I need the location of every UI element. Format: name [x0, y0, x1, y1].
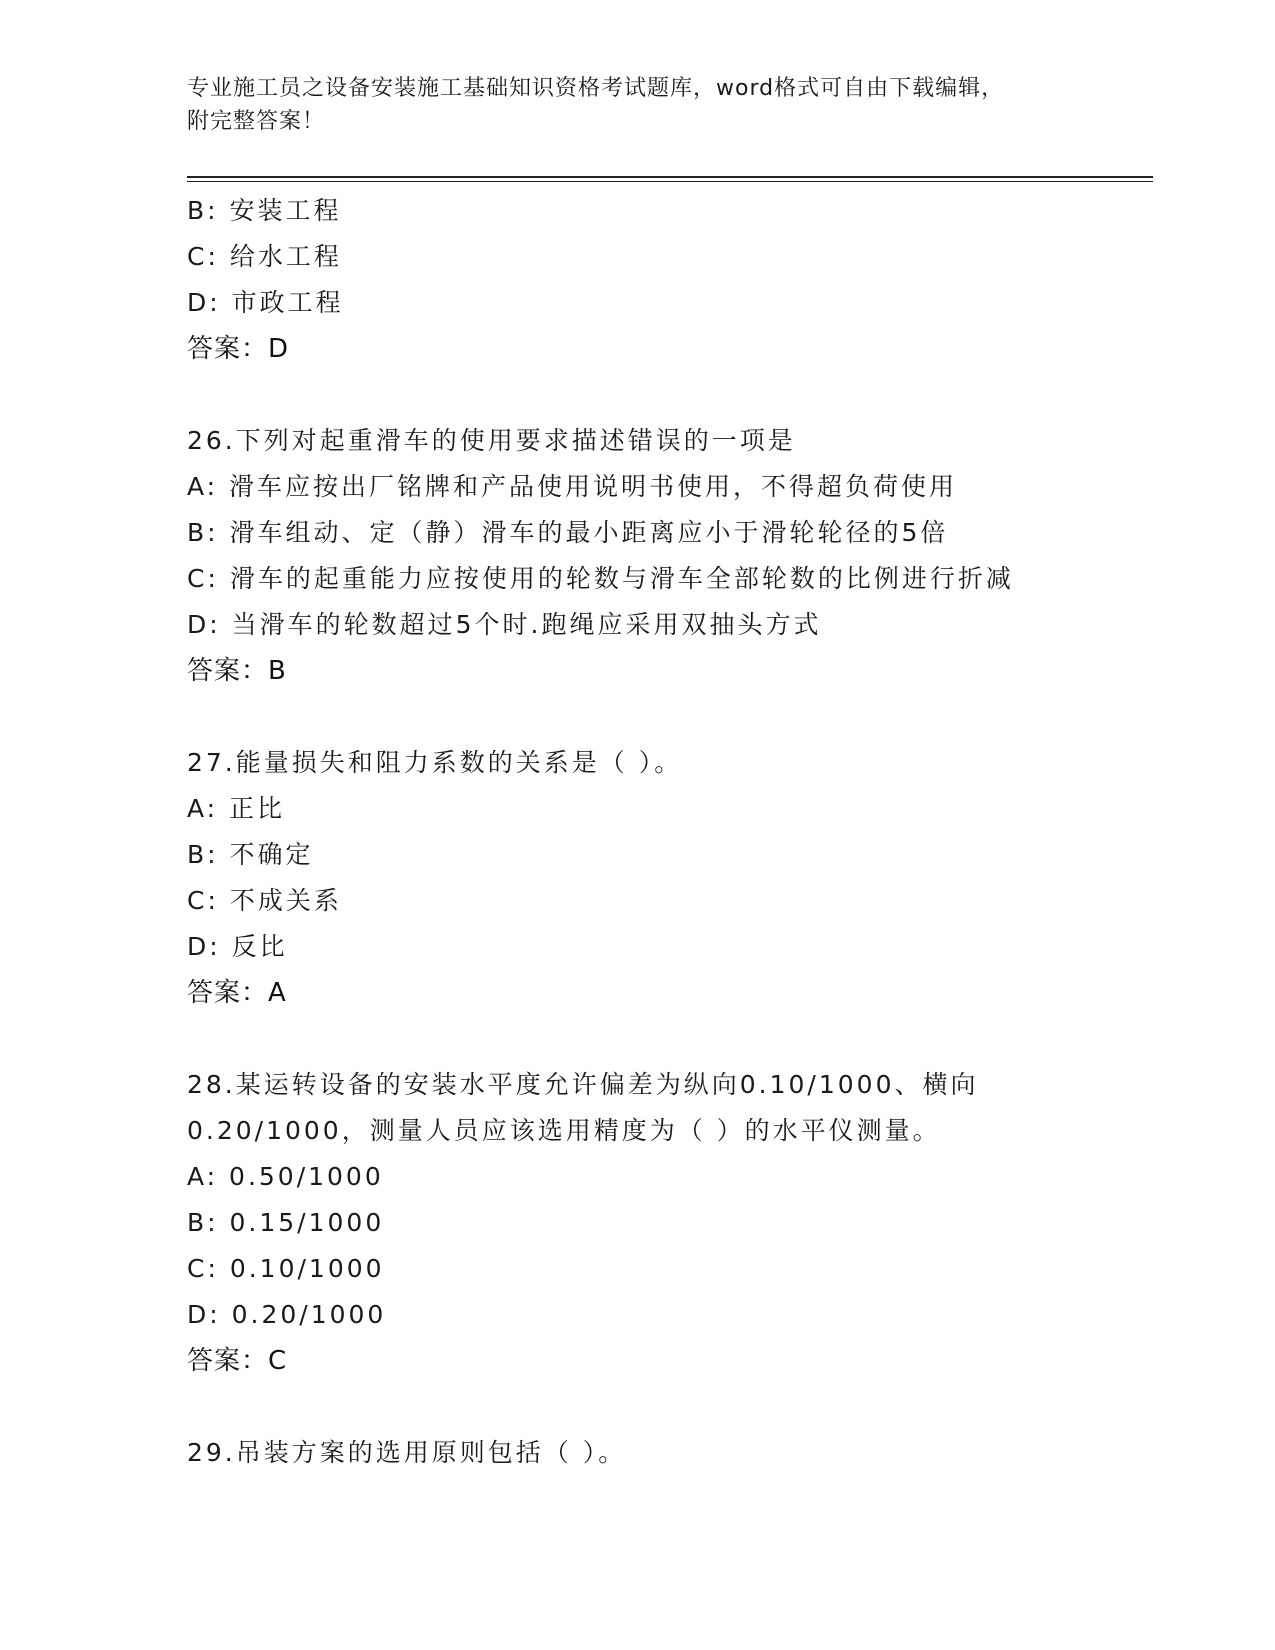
option-c: C: 不成关系	[187, 886, 342, 915]
option-c: C: 给水工程	[187, 242, 342, 271]
question-block-28	[187, 1062, 1137, 1384]
question-list	[187, 188, 1137, 1476]
spacer	[187, 694, 1137, 740]
option-a: A: 0.50/1000	[187, 1162, 384, 1191]
question-text: 29.吊装方案的选用原则包括（ ）。	[187, 1438, 627, 1467]
question-block-29	[187, 1430, 1137, 1476]
option-b: B: 滑车组动、定（静）滑车的最小距离应小于滑轮轮径的5倍	[187, 518, 949, 547]
answer-line: 答案：C	[187, 1346, 288, 1376]
answer-line: 答案：B	[187, 656, 287, 686]
question-text: 28.某运转设备的安装水平度允许偏差为纵向0.10/1000、横向	[187, 1070, 979, 1099]
option-a: A: 滑车应按出厂铭牌和产品使用说明书使用，不得超负荷使用	[187, 472, 958, 501]
answer-line: 答案：D	[187, 334, 290, 364]
option-d: D: 0.20/1000	[187, 1300, 387, 1329]
option-b: B: 安装工程	[187, 196, 342, 225]
spacer	[187, 1016, 1137, 1062]
header-divider-thin	[187, 181, 1153, 182]
option-d: D: 市政工程	[187, 288, 344, 317]
option-b: B: 不确定	[187, 840, 314, 869]
header-divider-thick	[187, 176, 1153, 178]
question-block-25	[187, 188, 1137, 372]
header-line-1: 专业施工员之设备安装施工基础知识资格考试题库，word格式可自由下载编辑，	[187, 76, 1005, 101]
option-d: D: 反比	[187, 932, 288, 961]
question-text-continued: 0.20/1000，测量人员应该选用精度为（ ）的水平仪测量。	[187, 1116, 941, 1145]
question-text: 26.下列对起重滑车的使用要求描述错误的一项是	[187, 426, 796, 455]
spacer	[187, 1384, 1137, 1430]
header-line-2: 附完整答案！	[187, 109, 326, 134]
option-a: A: 正比	[187, 794, 286, 823]
spacer	[187, 372, 1137, 418]
option-c: C: 滑车的起重能力应按使用的轮数与滑车全部轮数的比例进行折减	[187, 564, 1014, 593]
option-b: B: 0.15/1000	[187, 1208, 385, 1237]
option-d: D: 当滑车的轮数超过5个时.跑绳应采用双抽头方式	[187, 610, 822, 639]
option-c: C: 0.10/1000	[187, 1254, 385, 1283]
question-block-26	[187, 418, 1137, 694]
answer-line: 答案：A	[187, 978, 287, 1008]
question-text: 27.能量损失和阻力系数的关系是（ ）。	[187, 748, 683, 777]
question-block-27	[187, 740, 1137, 1016]
document-header	[187, 72, 1067, 138]
